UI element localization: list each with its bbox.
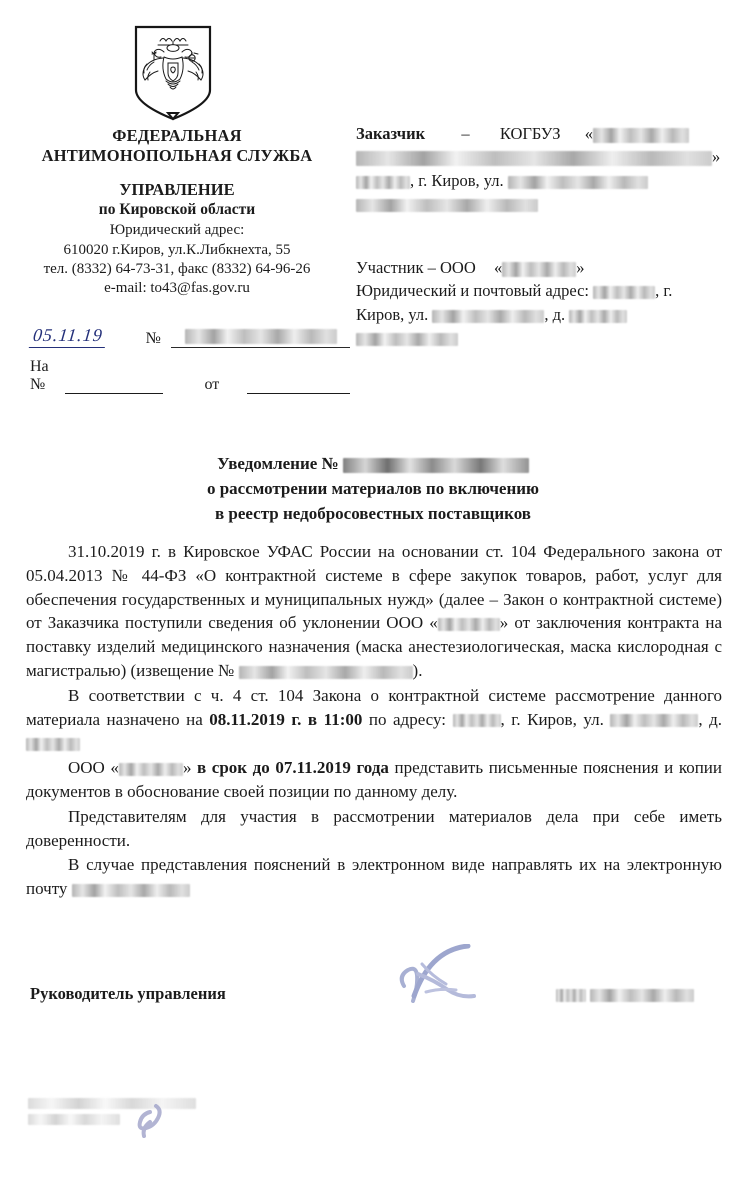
body-paragraph-1: 31.10.2019 г. в Кировское УФАС России на основании ст. 104 Федерального закона от 05.04.2013 № 44-ФЗ «О контрактной системе в сфере закупок товаров, работ, услуг для обеспечения государственных и муниципальных нужд» (далее – Закон о контрактной системе) от Заказчика поступили сведения об уклонении ООО « » от заключения контракта на поставку изделий медицинского назначения (маска анестезиологическая, маска кислородная с магистралью) (извещение № ). <box>26 542 722 680</box>
redaction-customer-street-cont <box>356 199 538 212</box>
customer-city: , г. Киров, ул. <box>410 170 504 190</box>
redaction-signer-surname <box>590 989 694 1002</box>
customer-line4 <box>356 192 740 215</box>
redaction-p5-email <box>72 884 190 897</box>
signer-name <box>556 986 716 1001</box>
redaction-notification-number <box>343 458 529 473</box>
redaction-p2-street <box>610 714 698 727</box>
number-symbol: № <box>145 330 161 347</box>
redaction-participant-name <box>502 262 576 277</box>
redaction-signer-initials <box>556 989 586 1002</box>
customer-line1 <box>356 122 740 145</box>
customer-org-type: КОГБУЗ <box>499 124 561 143</box>
participant-line3 <box>356 303 740 326</box>
redaction-document-number <box>185 329 337 344</box>
p2-hearing-datetime: 08.11.2019 г. в 11:00 <box>209 709 363 729</box>
redaction-participant-street <box>432 310 544 323</box>
quote-open: « <box>584 124 594 143</box>
p5-text-a: В случае представления пояснений в электронном виде направлять их на электронную почту <box>26 855 722 899</box>
russian-coat-of-arms-icon <box>130 24 216 124</box>
body-paragraph-3: ООО « » в срок до 07.11.2019 года представить письменные пояснения и копии документов в обоснование своей позиции по данному делу. <box>26 758 723 801</box>
p3-org-type: ООО <box>68 758 105 778</box>
redaction-customer-name-cont <box>356 151 712 166</box>
participant-quote-open: « <box>494 258 503 277</box>
customer-label: Заказчик <box>356 124 426 143</box>
p1-text-c: ). <box>412 660 423 680</box>
redaction-p1-company <box>438 618 500 631</box>
from-label: от <box>204 376 220 393</box>
addressee-customer-block <box>356 122 740 216</box>
p3-text-rest: представить письменные пояснения и копии документов в обоснование своей позиции по данному делу. <box>26 758 723 801</box>
p2-text-b: по адресу: <box>368 709 446 729</box>
participant-org-type: ООО <box>440 258 476 277</box>
document-body <box>26 540 722 901</box>
customer-line3 <box>356 169 740 192</box>
address-label: Юридический адрес: <box>109 222 245 239</box>
signer-role: Руководитель управления <box>30 984 226 1003</box>
org-name-line1: ФЕДЕРАЛЬНАЯ <box>112 126 242 145</box>
date-number-row <box>30 318 350 348</box>
participant-label: Участник <box>356 258 424 277</box>
region-label: по Кировской области <box>98 201 256 219</box>
p1-text-a: 31.10.2019 г. в Кировское УФАС России на основании ст. 104 Федерального закона от 05.04.2013 № 44-ФЗ «О контрактной системе в сфере закупок товаров, работ, услуг для обеспечения государственных и муниципальных нужд» (далее – Закон о контрактной системе) от Заказчика поступили сведения об уклонении ООО <box>26 542 722 633</box>
redaction-p2-house <box>26 738 80 751</box>
participant-line4 <box>356 326 740 349</box>
customer-dash: – <box>461 124 470 143</box>
redaction-customer-street <box>508 176 648 189</box>
title-line2: о рассмотрении материалов по включению <box>206 478 540 498</box>
email-address: e-mail: to43@fas.gov.ru <box>104 280 250 297</box>
p2-house-label: , д. <box>698 709 723 729</box>
participant-quote-close: » <box>576 258 585 277</box>
department-label: УПРАВЛЕНИЕ <box>119 180 235 200</box>
title-prefix: Уведомление № <box>217 454 339 473</box>
participant-line2 <box>356 279 740 302</box>
title-line1 <box>60 452 686 477</box>
on-number-field <box>65 379 163 394</box>
p1-text-b: от заключения контракта на поставку изделий медицинского назначения (маска анестезиологическая, маска кислородная с магистралью) (извещение № <box>26 613 722 680</box>
redaction-participant-house <box>569 310 627 323</box>
document-title <box>60 452 686 526</box>
redaction-customer-index <box>356 176 410 189</box>
postal-address: 610020 г.Киров, ул.К.Либкнехта, 55 <box>63 241 291 258</box>
title-line3: в реестр недобросовестных поставщиков <box>215 503 531 523</box>
p3-deadline: в срок до 07.11.2019 года <box>197 758 389 778</box>
redaction-participant-extra <box>356 333 458 346</box>
redaction-customer-name <box>593 128 689 143</box>
p2-text-a: В соответствии с ч. 4 ст. 104 Закона о контрактной системе рассмотрение данного материала назначено на <box>26 685 722 729</box>
document-date: 05.11.19 <box>29 325 107 348</box>
quote-close: » <box>712 147 721 167</box>
body-paragraph-2 <box>26 684 722 755</box>
letterhead <box>8 126 346 297</box>
on-number-label: На № <box>30 358 49 393</box>
redaction-p3-company <box>119 763 183 776</box>
ink-stamp-icon <box>126 1100 178 1152</box>
reference-block <box>30 318 350 394</box>
participant-address-label: Юридический и почтовый адрес: <box>356 281 590 301</box>
body-paragraph-4: Представителям для участия в рассмотрении материалов дела при себе иметь доверенности. <box>26 806 722 850</box>
redaction-p1-notice-number <box>239 666 413 679</box>
org-name-line2: АНТИМОНОПОЛЬНАЯ СЛУЖБА <box>41 146 313 166</box>
participant-city-part: , г. <box>655 281 673 301</box>
p2-city: , г. Киров, ул. <box>500 709 604 729</box>
addressee-participant-block <box>356 256 740 350</box>
redaction-p2-index <box>453 714 501 727</box>
handwritten-signature-icon <box>392 944 542 1016</box>
redaction-participant-index <box>593 286 655 299</box>
participant-line1 <box>356 256 740 279</box>
redaction-footer-line2 <box>28 1114 120 1125</box>
participant-city: Киров, ул. <box>356 304 429 324</box>
body-paragraph-5 <box>26 853 722 901</box>
reply-reference-row <box>30 358 350 394</box>
participant-dash: – <box>427 258 436 277</box>
customer-line2 <box>356 145 740 168</box>
participant-house-label: , д. <box>544 304 566 324</box>
document-number-field <box>171 331 350 348</box>
from-date-field <box>247 379 350 394</box>
phone-fax: тел. (8332) 64-73-31, факс (8332) 64-96-26 <box>43 260 311 277</box>
